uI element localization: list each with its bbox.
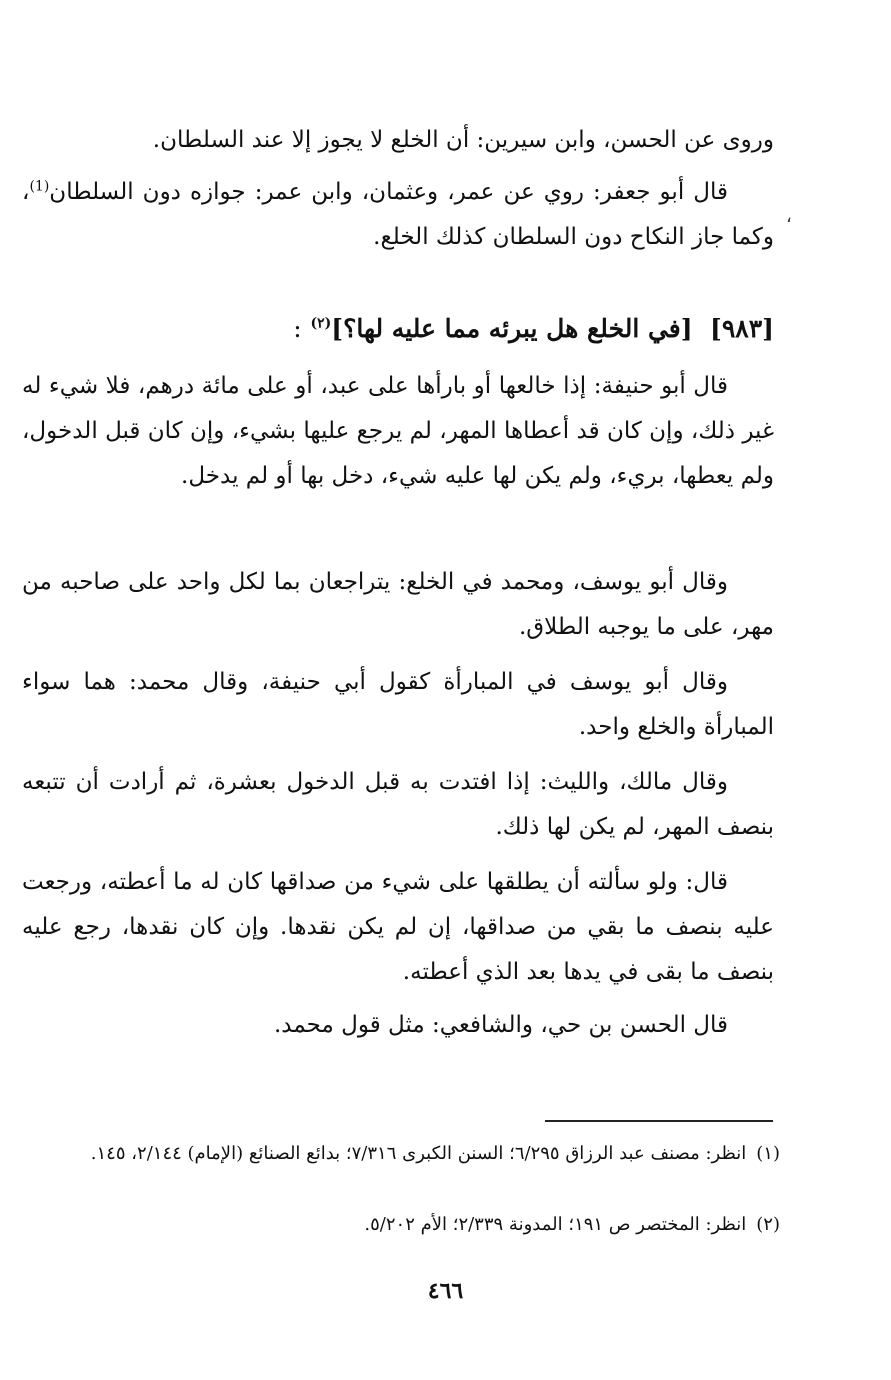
footnote-2 — [22, 1208, 780, 1241]
section-title: [في الخلع هل يبرئه مما عليه لها؟] — [331, 314, 693, 343]
footnote-ref-2: (٢) — [310, 315, 332, 332]
paragraph-4: وقال أبو يوسف، ومحمد في الخلع: يتراجعان بما لكل واحد على صاحبه من مهر، على ما يوجبه الطلاق. — [22, 569, 774, 640]
footnote-2-text: انظر: المختصر ص ١٩١؛ المدونة ٢/٣٣٩؛ الأم ٥/٢٠٢. — [364, 1214, 747, 1235]
footnote-ref-1: (1) — [29, 178, 50, 195]
paragraph-2 — [22, 170, 774, 260]
paragraph-2-text-after: ، وكما جاز النكاح دون السلطان كذلك الخلع. — [22, 179, 774, 250]
page-number: ٤٦٦ — [427, 1278, 464, 1304]
paragraph-7: قال: ولو سألته أن يطلقها على شيء من صداقها كان له ما أعطته، ورجعت عليه بنصف ما بقي من صداقها، إن لم يكن نقدها. وإن كان نقدها، رجع عليه بنصف ما بقى في يدها بعد الذي أعطته. — [22, 869, 774, 985]
footnote-separator — [545, 1120, 773, 1122]
footnote-2-number: (٢) — [756, 1214, 780, 1235]
paragraph-6: وقال مالك، والليث: إذا افتدت به قبل الدخول بعشرة، ثم أرادت أن تتبعه بنصف المهر، لم يكن لها ذلك. — [22, 769, 774, 840]
paragraph-3: قال أبو حنيفة: إذا خالعها أو بارأها على عبد، أو على مائة درهم، فلا شيء له غير ذلك، وإن كان قد أعطاها المهر، لم يرجع عليها بشيء، وإن كان قبل الدخول، ولم يعطها، بريء، ولم يكن لها عليه شيء، دخل بها أو لم يدخل. — [22, 373, 774, 489]
paragraph-2-text-before: قال أبو جعفر: روي عن عمر، وعثمان، وابن عمر: جوازه دون السلطان — [49, 179, 728, 205]
footnote-1 — [22, 1137, 780, 1170]
section-number: [٩٨٣] — [710, 314, 774, 343]
footnote-1-number: (١) — [756, 1143, 780, 1164]
heading-colon: : — [293, 314, 302, 343]
footnote-1-text: انظر: مصنف عبد الرزاق ٦/٢٩٥؛ السنن الكبرى ٧/٣١٦؛ بدائع الصنائع (الإمام) ٢/١٤٤، ١٤٥. — [90, 1143, 747, 1164]
paragraph-5: وقال أبو يوسف في المبارأة كقول أبي حنيفة، وقال محمد: هما سواء المبارأة والخلع واحد. — [22, 669, 774, 740]
section-heading — [22, 306, 774, 351]
paragraph-1: وروى عن الحسن، وابن سيرين: أن الخلع لا يجوز إلا عند السلطان. — [152, 127, 774, 153]
margin-mark: ، — [786, 206, 792, 227]
paragraph-8: قال الحسن بن حي، والشافعي: مثل قول محمد. — [273, 1012, 728, 1038]
